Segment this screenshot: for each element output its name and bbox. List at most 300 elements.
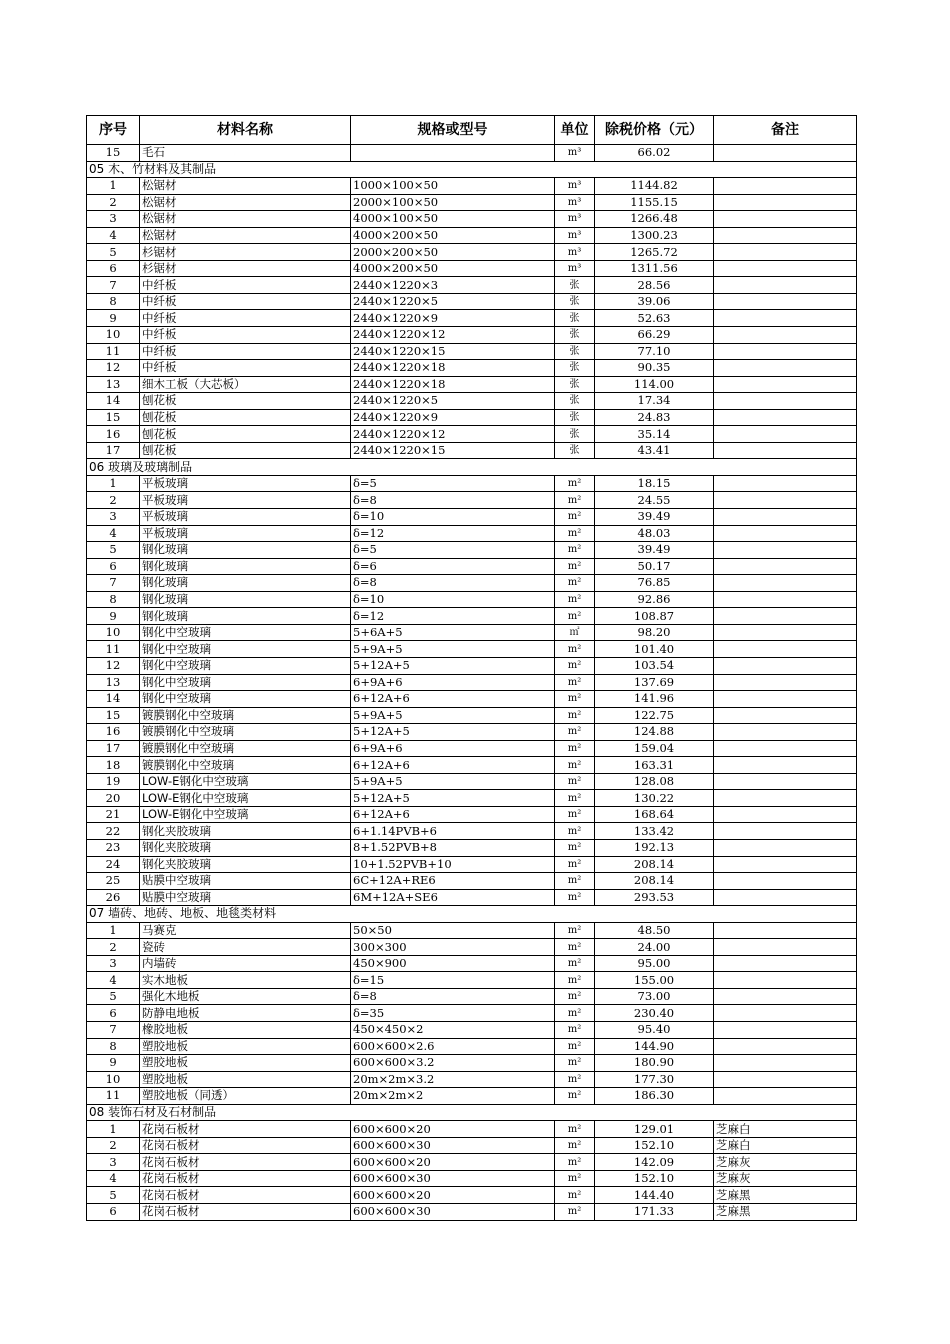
cell-spec: 50×50: [351, 922, 555, 939]
cell-price: 35.14: [595, 426, 714, 443]
cell-price: 208.14: [595, 873, 714, 890]
cell-note: [714, 1021, 857, 1038]
cell-price: 43.41: [595, 442, 714, 459]
cell-note: [714, 955, 857, 972]
cell-spec: 600×600×30: [351, 1137, 555, 1154]
table-row: [87, 724, 857, 741]
cell-unit: 张: [555, 409, 595, 426]
cell-material-name: 钢化玻璃: [140, 591, 351, 608]
cell-unit: 张: [555, 310, 595, 327]
cell-note: 芝麻灰: [714, 1154, 857, 1171]
cell-material-name: 贴膜中空玻璃: [140, 873, 351, 890]
cell-price: 129.01: [595, 1121, 714, 1138]
cell-note: 芝麻白: [714, 1121, 857, 1138]
cell-material-name: 中纤板: [140, 277, 351, 294]
cell-material-name: 内墙砖: [140, 955, 351, 972]
cell-price: 103.54: [595, 657, 714, 674]
cell-spec: 4000×100×50: [351, 211, 555, 228]
table-row: [87, 757, 857, 774]
cell-unit: m²: [555, 1170, 595, 1187]
table-row: [87, 393, 857, 410]
cell-index: 11: [87, 641, 140, 658]
cell-note: [714, 740, 857, 757]
cell-index: 14: [87, 393, 140, 410]
cell-material-name: 镀膜钢化中空玻璃: [140, 707, 351, 724]
cell-note: [714, 823, 857, 840]
cell-spec: 600×600×2.6: [351, 1038, 555, 1055]
cell-unit: m²: [555, 1187, 595, 1204]
table-row: [87, 955, 857, 972]
header-spec: 规格或型号: [351, 116, 555, 145]
cell-price: 208.14: [595, 856, 714, 873]
header-price: 除税价格（元）: [595, 116, 714, 145]
cell-spec: 2440×1220×9: [351, 409, 555, 426]
table-row: [87, 525, 857, 542]
cell-spec: 300×300: [351, 939, 555, 956]
cell-unit: m²: [555, 509, 595, 526]
cell-material-name: 钢化玻璃: [140, 575, 351, 592]
cell-unit: ㎡: [555, 624, 595, 641]
cell-material-name: 镀膜钢化中空玻璃: [140, 724, 351, 741]
cell-index: 20: [87, 790, 140, 807]
cell-index: 5: [87, 244, 140, 261]
table-row: [87, 409, 857, 426]
cell-index: 1: [87, 1121, 140, 1138]
cell-price: 108.87: [595, 608, 714, 625]
section-row: [87, 161, 857, 178]
section-label: 05 木、竹材料及其制品: [87, 161, 857, 178]
table-row: [87, 542, 857, 559]
cell-unit: m²: [555, 939, 595, 956]
table-row: [87, 509, 857, 526]
cell-price: 50.17: [595, 558, 714, 575]
cell-price: 192.13: [595, 839, 714, 856]
cell-note: [714, 376, 857, 393]
table-row: [87, 227, 857, 244]
cell-note: [714, 492, 857, 509]
cell-note: [714, 575, 857, 592]
cell-material-name: 花岗石板材: [140, 1137, 351, 1154]
cell-material-name: 平板玻璃: [140, 525, 351, 542]
cell-index: 3: [87, 955, 140, 972]
header-row: [87, 116, 857, 145]
cell-note: [714, 277, 857, 294]
cell-note: [714, 839, 857, 856]
cell-index: 14: [87, 691, 140, 708]
table-row: [87, 442, 857, 459]
table-row: [87, 939, 857, 956]
cell-note: [714, 393, 857, 410]
cell-price: 17.34: [595, 393, 714, 410]
cell-price: 230.40: [595, 1005, 714, 1022]
cell-note: [714, 972, 857, 989]
cell-index: 1: [87, 922, 140, 939]
cell-price: 92.86: [595, 591, 714, 608]
cell-note: [714, 707, 857, 724]
cell-index: 3: [87, 1154, 140, 1171]
cell-spec: 1000×100×50: [351, 178, 555, 195]
cell-note: [714, 145, 857, 162]
cell-index: 10: [87, 327, 140, 344]
cell-index: 5: [87, 542, 140, 559]
cell-note: 芝麻灰: [714, 1170, 857, 1187]
table-row: [87, 972, 857, 989]
table-row: [87, 988, 857, 1005]
cell-price: 98.20: [595, 624, 714, 641]
cell-note: [714, 1071, 857, 1088]
cell-unit: m²: [555, 591, 595, 608]
cell-index: 11: [87, 343, 140, 360]
table-row: [87, 773, 857, 790]
cell-price: 24.00: [595, 939, 714, 956]
cell-index: 15: [87, 707, 140, 724]
cell-material-name: 平板玻璃: [140, 475, 351, 492]
table-row: [87, 608, 857, 625]
cell-index: 5: [87, 988, 140, 1005]
table-row: [87, 707, 857, 724]
table-body: [87, 145, 857, 1221]
cell-note: [714, 558, 857, 575]
cell-spec: δ=15: [351, 972, 555, 989]
cell-index: 9: [87, 310, 140, 327]
cell-unit: m²: [555, 889, 595, 906]
table-row: [87, 823, 857, 840]
cell-price: 24.83: [595, 409, 714, 426]
table-row: [87, 1187, 857, 1204]
cell-price: 144.90: [595, 1038, 714, 1055]
cell-price: 101.40: [595, 641, 714, 658]
cell-unit: 张: [555, 393, 595, 410]
cell-unit: m²: [555, 873, 595, 890]
cell-material-name: 钢化玻璃: [140, 608, 351, 625]
cell-price: 1144.82: [595, 178, 714, 195]
table-row: [87, 1021, 857, 1038]
cell-price: 24.55: [595, 492, 714, 509]
cell-note: [714, 426, 857, 443]
cell-material-name: 刨花板: [140, 393, 351, 410]
cell-spec: 6+12A+6: [351, 691, 555, 708]
table-row: [87, 1204, 857, 1221]
table-row: [87, 244, 857, 261]
cell-unit: m²: [555, 641, 595, 658]
table-row: [87, 624, 857, 641]
cell-material-name: 钢化中空玻璃: [140, 657, 351, 674]
cell-material-name: 钢化玻璃: [140, 558, 351, 575]
cell-spec: 5+9A+5: [351, 641, 555, 658]
table-row: [87, 806, 857, 823]
cell-index: 15: [87, 409, 140, 426]
cell-note: [714, 1088, 857, 1105]
cell-material-name: 钢化夹胶玻璃: [140, 856, 351, 873]
cell-index: 7: [87, 1021, 140, 1038]
cell-spec: 600×600×20: [351, 1121, 555, 1138]
cell-material-name: 中纤板: [140, 360, 351, 377]
cell-index: 9: [87, 608, 140, 625]
cell-index: 17: [87, 740, 140, 757]
cell-spec: 450×900: [351, 955, 555, 972]
cell-note: [714, 327, 857, 344]
cell-price: 141.96: [595, 691, 714, 708]
cell-spec: 5+12A+5: [351, 724, 555, 741]
cell-price: 177.30: [595, 1071, 714, 1088]
cell-note: [714, 343, 857, 360]
cell-unit: m²: [555, 608, 595, 625]
cell-price: 1155.15: [595, 194, 714, 211]
cell-unit: 张: [555, 442, 595, 459]
cell-material-name: 毛石: [140, 145, 351, 162]
cell-unit: 张: [555, 426, 595, 443]
cell-unit: m²: [555, 1005, 595, 1022]
cell-material-name: 钢化中空玻璃: [140, 641, 351, 658]
cell-material-name: 平板玻璃: [140, 492, 351, 509]
table-row: [87, 492, 857, 509]
cell-material-name: 中纤板: [140, 327, 351, 344]
cell-spec: 2440×1220×5: [351, 293, 555, 310]
cell-note: [714, 757, 857, 774]
cell-unit: m²: [555, 724, 595, 741]
cell-material-name: 刨花板: [140, 442, 351, 459]
cell-spec: 600×600×30: [351, 1204, 555, 1221]
cell-material-name: 钢化夹胶玻璃: [140, 823, 351, 840]
cell-spec: 2440×1220×5: [351, 393, 555, 410]
cell-spec: δ=8: [351, 492, 555, 509]
cell-unit: m³: [555, 227, 595, 244]
cell-price: 1300.23: [595, 227, 714, 244]
cell-material-name: 钢化中空玻璃: [140, 624, 351, 641]
table-row: [87, 657, 857, 674]
cell-note: [714, 1005, 857, 1022]
cell-index: 2: [87, 492, 140, 509]
cell-unit: m³: [555, 194, 595, 211]
cell-price: 28.56: [595, 277, 714, 294]
cell-unit: 张: [555, 277, 595, 294]
cell-index: 4: [87, 227, 140, 244]
cell-price: 90.35: [595, 360, 714, 377]
cell-material-name: 中纤板: [140, 293, 351, 310]
cell-unit: m²: [555, 542, 595, 559]
cell-spec: 2440×1220×18: [351, 360, 555, 377]
cell-spec: 2440×1220×9: [351, 310, 555, 327]
cell-unit: 张: [555, 343, 595, 360]
cell-price: 155.00: [595, 972, 714, 989]
cell-price: 152.10: [595, 1137, 714, 1154]
cell-unit: m²: [555, 1137, 595, 1154]
cell-index: 16: [87, 724, 140, 741]
cell-spec: 600×600×3.2: [351, 1055, 555, 1072]
table-row: [87, 1154, 857, 1171]
cell-spec: δ=5: [351, 475, 555, 492]
cell-index: 19: [87, 773, 140, 790]
cell-unit: m²: [555, 922, 595, 939]
cell-unit: m²: [555, 972, 595, 989]
cell-index: 4: [87, 1170, 140, 1187]
cell-material-name: 细木工板（大芯板）: [140, 376, 351, 393]
table-row: [87, 194, 857, 211]
cell-price: 66.29: [595, 327, 714, 344]
cell-index: 10: [87, 624, 140, 641]
cell-unit: 张: [555, 360, 595, 377]
cell-material-name: 钢化中空玻璃: [140, 674, 351, 691]
table-row: [87, 178, 857, 195]
header-unit: 单位: [555, 116, 595, 145]
cell-unit: m²: [555, 1055, 595, 1072]
cell-material-name: LOW-E钢化中空玻璃: [140, 790, 351, 807]
cell-spec: 2440×1220×15: [351, 343, 555, 360]
cell-note: [714, 227, 857, 244]
table-row: [87, 558, 857, 575]
cell-material-name: 塑胶地板: [140, 1055, 351, 1072]
cell-spec: 2440×1220×12: [351, 426, 555, 443]
cell-index: 17: [87, 442, 140, 459]
section-row: [87, 459, 857, 476]
cell-note: [714, 525, 857, 542]
cell-index: 6: [87, 1204, 140, 1221]
table-row: [87, 1055, 857, 1072]
cell-price: 39.49: [595, 509, 714, 526]
cell-price: 186.30: [595, 1088, 714, 1105]
cell-note: [714, 988, 857, 1005]
cell-material-name: 中纤板: [140, 310, 351, 327]
cell-material-name: 钢化玻璃: [140, 542, 351, 559]
cell-spec: 6+1.14PVB+6: [351, 823, 555, 840]
cell-material-name: 塑胶地板: [140, 1071, 351, 1088]
cell-unit: m²: [555, 674, 595, 691]
cell-unit: m²: [555, 1121, 595, 1138]
table-row: [87, 856, 857, 873]
table-row: [87, 1088, 857, 1105]
cell-price: 95.40: [595, 1021, 714, 1038]
cell-material-name: 平板玻璃: [140, 509, 351, 526]
cell-note: [714, 939, 857, 956]
cell-unit: m²: [555, 525, 595, 542]
cell-index: 6: [87, 1005, 140, 1022]
cell-index: 26: [87, 889, 140, 906]
cell-material-name: 镀膜钢化中空玻璃: [140, 757, 351, 774]
cell-unit: m³: [555, 211, 595, 228]
cell-spec: 2440×1220×3: [351, 277, 555, 294]
cell-index: 8: [87, 1038, 140, 1055]
cell-unit: m²: [555, 691, 595, 708]
cell-index: 22: [87, 823, 140, 840]
table-row: [87, 211, 857, 228]
table-row: [87, 691, 857, 708]
cell-note: 芝麻白: [714, 1137, 857, 1154]
cell-note: [714, 211, 857, 228]
cell-note: 芝麻黑: [714, 1204, 857, 1221]
cell-price: 144.40: [595, 1187, 714, 1204]
cell-unit: 张: [555, 376, 595, 393]
table-row: [87, 575, 857, 592]
cell-spec: δ=5: [351, 542, 555, 559]
cell-unit: 张: [555, 327, 595, 344]
cell-material-name: 马赛克: [140, 922, 351, 939]
cell-unit: m²: [555, 575, 595, 592]
cell-spec: δ=12: [351, 525, 555, 542]
cell-note: [714, 475, 857, 492]
cell-material-name: 钢化夹胶玻璃: [140, 839, 351, 856]
cell-index: 7: [87, 277, 140, 294]
cell-index: 18: [87, 757, 140, 774]
cell-unit: m²: [555, 657, 595, 674]
cell-price: 133.42: [595, 823, 714, 840]
table-row: [87, 591, 857, 608]
cell-price: 39.49: [595, 542, 714, 559]
cell-index: 12: [87, 360, 140, 377]
cell-index: 8: [87, 591, 140, 608]
cell-note: [714, 542, 857, 559]
header-material-name: 材料名称: [140, 116, 351, 145]
cell-spec: 2440×1220×15: [351, 442, 555, 459]
cell-material-name: 橡胶地板: [140, 1021, 351, 1038]
table-row: [87, 1121, 857, 1138]
cell-note: [714, 889, 857, 906]
cell-note: [714, 293, 857, 310]
table-row: [87, 674, 857, 691]
table-row: [87, 327, 857, 344]
cell-spec: 2000×200×50: [351, 244, 555, 261]
cell-index: 4: [87, 525, 140, 542]
cell-index: 9: [87, 1055, 140, 1072]
table-row: [87, 426, 857, 443]
cell-spec: 5+12A+5: [351, 790, 555, 807]
cell-index: 23: [87, 839, 140, 856]
cell-price: 142.09: [595, 1154, 714, 1171]
cell-material-name: 花岗石板材: [140, 1204, 351, 1221]
cell-price: 48.03: [595, 525, 714, 542]
cell-note: [714, 856, 857, 873]
table-row: [87, 790, 857, 807]
cell-unit: m²: [555, 740, 595, 757]
cell-unit: m²: [555, 1204, 595, 1221]
cell-material-name: 杉锯材: [140, 244, 351, 261]
cell-note: [714, 178, 857, 195]
cell-material-name: 塑胶地板（同透）: [140, 1088, 351, 1105]
cell-unit: m²: [555, 475, 595, 492]
cell-unit: m³: [555, 178, 595, 195]
cell-material-name: 松锯材: [140, 227, 351, 244]
cell-spec: 10+1.52PVB+10: [351, 856, 555, 873]
cell-material-name: 实木地板: [140, 972, 351, 989]
cell-spec: δ=10: [351, 591, 555, 608]
cell-price: 293.53: [595, 889, 714, 906]
cell-note: [714, 1038, 857, 1055]
cell-unit: m²: [555, 1154, 595, 1171]
cell-spec: [351, 145, 555, 162]
cell-material-name: 钢化中空玻璃: [140, 691, 351, 708]
cell-price: 95.00: [595, 955, 714, 972]
cell-spec: 6C+12A+RE6: [351, 873, 555, 890]
cell-spec: 600×600×30: [351, 1170, 555, 1187]
cell-index: 3: [87, 509, 140, 526]
cell-material-name: 花岗石板材: [140, 1154, 351, 1171]
table-row: [87, 1170, 857, 1187]
cell-price: 39.06: [595, 293, 714, 310]
cell-note: [714, 873, 857, 890]
cell-index: 2: [87, 194, 140, 211]
section-label: 08 装饰石材及石材制品: [87, 1104, 857, 1121]
cell-note: 芝麻黑: [714, 1187, 857, 1204]
cell-spec: 2440×1220×12: [351, 327, 555, 344]
cell-unit: m³: [555, 244, 595, 261]
cell-note: [714, 244, 857, 261]
table-row: [87, 889, 857, 906]
cell-price: 73.00: [595, 988, 714, 1005]
cell-unit: m²: [555, 955, 595, 972]
cell-note: [714, 724, 857, 741]
table-row: [87, 376, 857, 393]
table-row: [87, 260, 857, 277]
cell-note: [714, 657, 857, 674]
